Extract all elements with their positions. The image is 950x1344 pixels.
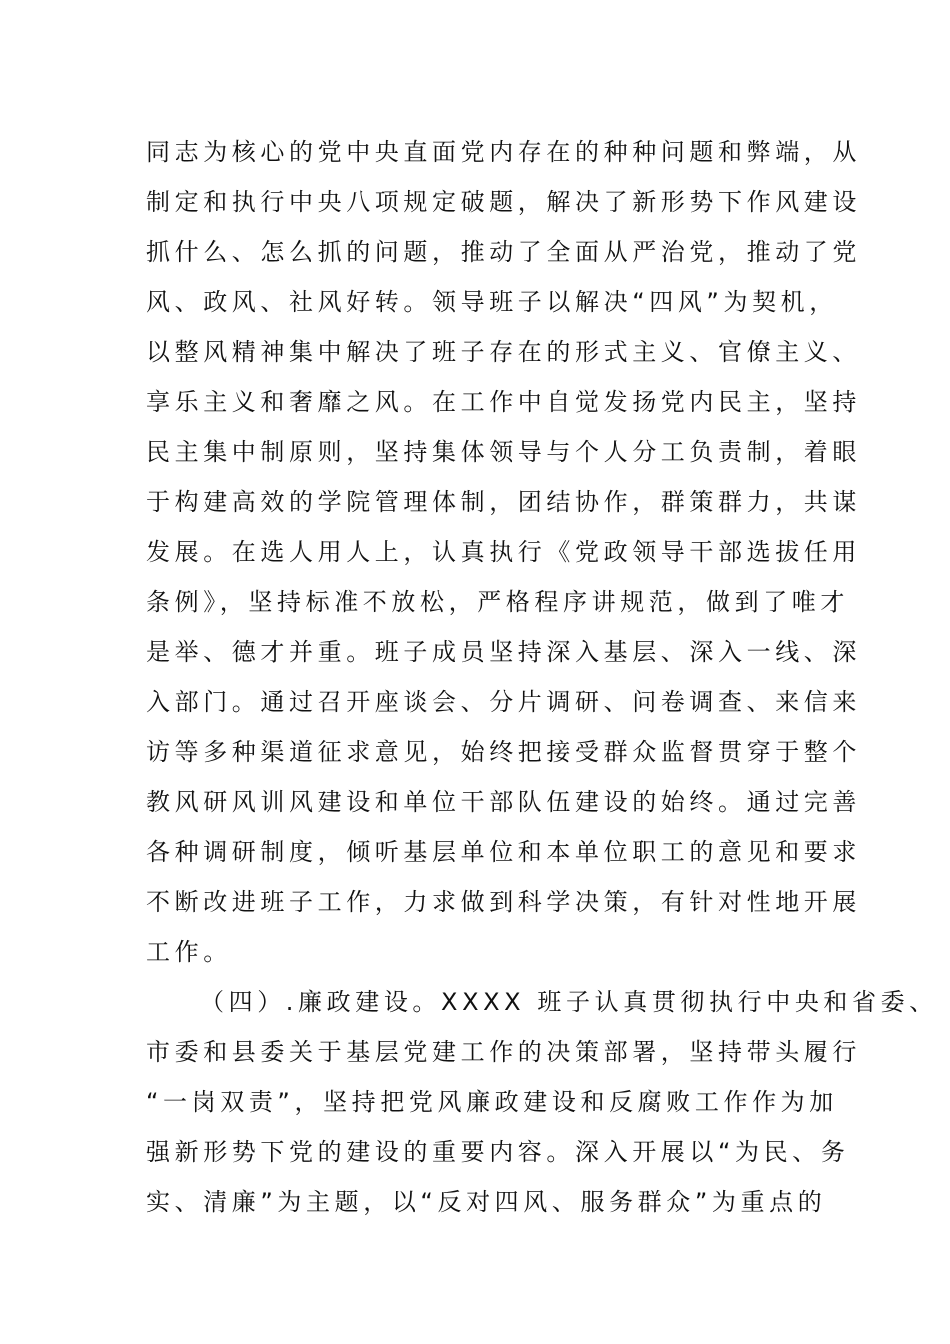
- text-line: 是举、德才并重。班子成员坚持深入基层、深入一线、深: [146, 638, 861, 666]
- text-line: 以整风精神集中解决了班子存在的形式主义、官僚主义、: [146, 338, 861, 366]
- text-line: 民主集中制原则，坚持集体领导与个人分工负责制，着眼: [146, 438, 861, 466]
- text-line: 访等多种渠道征求意见，始终把接受群众监督贯穿于整个: [146, 738, 861, 766]
- text-line: 强新形势下党的建设的重要内容。深入开展以“为民、务: [146, 1138, 850, 1166]
- text-line: 实、清廉”为主题，以“反对四风、服务群众”为重点的: [146, 1188, 827, 1216]
- text-line: 风、政风、社风好转。领导班子以解决“四风”为契机，: [146, 288, 838, 316]
- text-line: 同志为核心的党中央直面党内存在的种种问题和弊端，从: [146, 138, 861, 166]
- text-line: “一岗双责”，坚持把党风廉政建设和反腐败工作作为加: [146, 1088, 838, 1116]
- text-line: 条例》，坚持标准不放松，严格程序讲规范，做到了唯才: [146, 588, 849, 616]
- section-heading-line: （四）.廉政建设。XXXX 班子认真贯彻执行中央和省委、: [200, 988, 938, 1016]
- text-line: 教风研风训风建设和单位干部队伍建设的始终。通过完善: [146, 788, 861, 816]
- text-line: 入部门。通过召开座谈会、分片调研、问卷调查、来信来: [146, 688, 861, 716]
- text-line: 于构建高效的学院管理体制，团结协作，群策群力，共谋: [146, 488, 861, 516]
- text-line: 市委和县委关于基层党建工作的决策部署，坚持带头履行: [146, 1038, 861, 1066]
- text-line: 发展。在选人用人上，认真执行《党政领导干部选拔任用: [146, 538, 861, 566]
- text-line: 各种调研制度，倾听基层单位和本单位职工的意见和要求: [146, 838, 861, 866]
- text-line: 制定和执行中央八项规定破题，解决了新形势下作风建设: [146, 188, 861, 216]
- text-line: 不断改进班子工作，力求做到科学决策，有针对性地开展: [146, 888, 861, 916]
- text-line: 工作。: [146, 938, 232, 966]
- text-line: 抓什么、怎么抓的问题，推动了全面从严治党，推动了党: [146, 238, 861, 266]
- text-line: 享乐主义和奢靡之风。在工作中自觉发扬党内民主，坚持: [146, 388, 861, 416]
